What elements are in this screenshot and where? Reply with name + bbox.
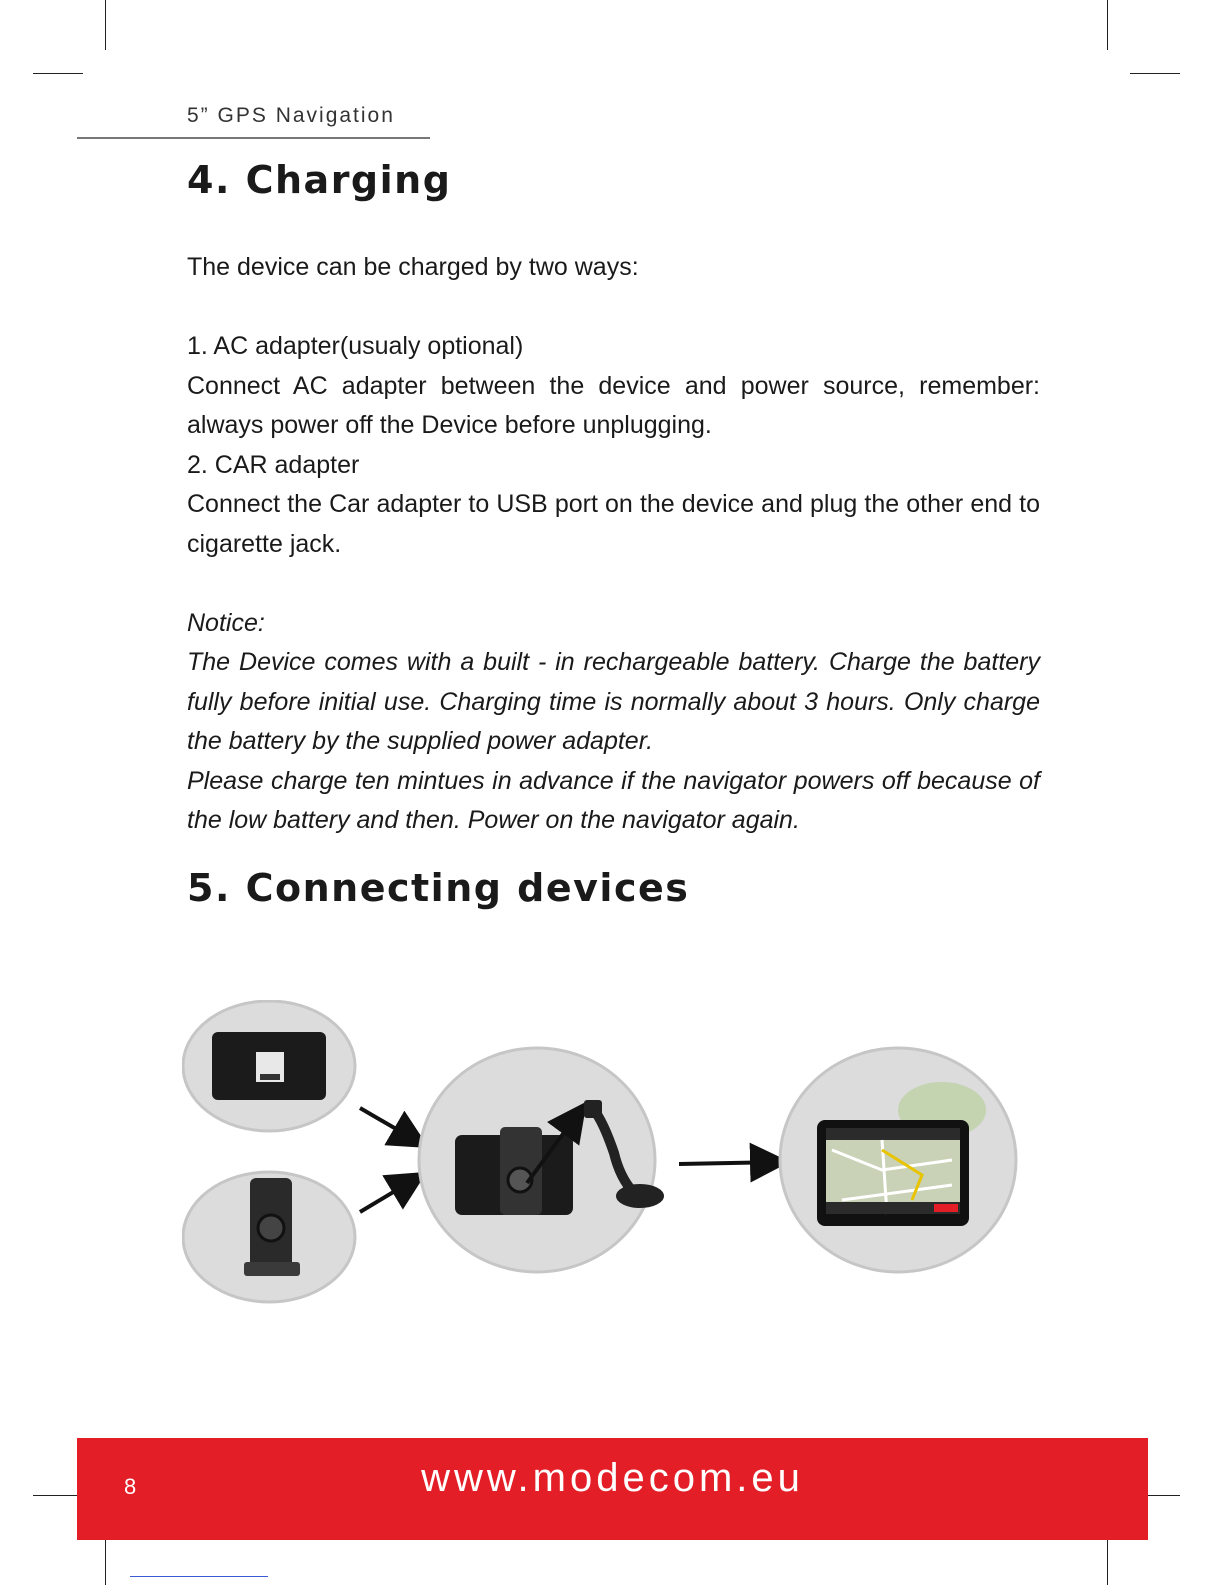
page-number: 8 — [124, 1474, 137, 1499]
crop-mark — [1107, 0, 1108, 50]
device-back-photo — [183, 1001, 355, 1131]
assembly-photo — [419, 1048, 664, 1272]
running-title: 5” GPS Navigation — [187, 104, 395, 127]
section-4-heading: 4. Charging — [187, 158, 452, 202]
item-1-title: 1. AC adapter(usualy optional) — [187, 332, 524, 360]
section-5-heading: 5. Connecting devices — [187, 866, 690, 910]
crop-mark — [33, 1495, 83, 1496]
crop-mark — [105, 0, 106, 50]
item-2-text: Connect the Car adapter to USB port on the device and plug the other end to cigarette jack. — [187, 490, 1040, 558]
footer-url[interactable]: www.modecom.eu — [421, 1456, 804, 1500]
connecting-devices-illustration — [182, 1000, 1042, 1315]
arrow-icon — [679, 1162, 782, 1164]
intro-text: The device can be charged by two ways: — [187, 253, 639, 281]
item-2-title: 2. CAR adapter — [187, 450, 360, 479]
arrow-icon — [360, 1108, 422, 1144]
notice-text-2: Please charge ten mintues in advance if the navigator powers off because of the low battery and then. Power on the navigator again. — [187, 766, 1040, 834]
item-1-text: Connect AC adapter between the device and power source, remember: always power off the Device before unplugging. — [187, 371, 1040, 439]
notice-text: The Device comes with a built - in rechargeable battery. Charge the battery fully before initial use. Charging time is normally about 3 hours. Only charge the battery by the supplied power adapter. — [187, 648, 1040, 755]
arrow-icon — [360, 1176, 420, 1212]
bottom-link-line — [130, 1576, 268, 1577]
crop-mark — [33, 73, 83, 74]
mounted-navigator-photo — [780, 1048, 1016, 1272]
crop-mark — [1130, 73, 1180, 74]
notice-label: Notice: — [187, 608, 265, 637]
header-rule — [77, 137, 430, 139]
footer-band — [77, 1438, 1148, 1540]
section-4-body — [187, 248, 1040, 841]
cradle-photo — [183, 1172, 355, 1302]
